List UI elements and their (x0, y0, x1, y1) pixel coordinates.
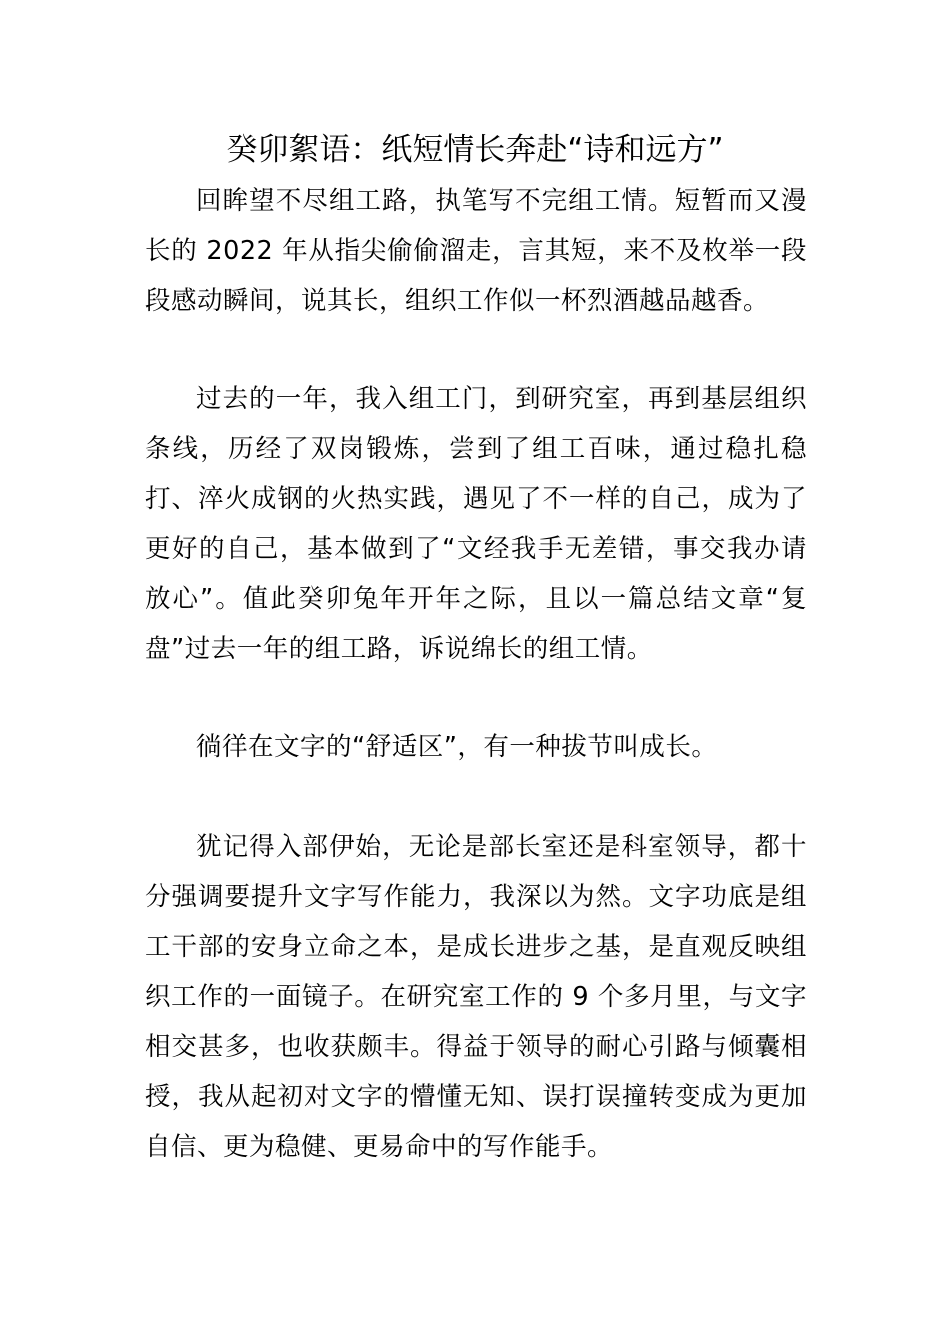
document-title: 癸卯絮语：纸短情长奔赴“诗和远方” (226, 132, 724, 168)
paragraph-intro: 回眸望不尽组工路，执笔写不完组工情。短暂而又漫长的 2022 年从指尖偷偷溜走，言其短，来不及枚举一段段感动瞬间，说其长，组织工作似一杯烈酒越品越香。 (145, 186, 807, 316)
paragraph-past-year: 过去的一年，我入组工门，到研究室，再到基层组织条线，历经了双岗锻炼，尝到了组工百味，通过稳扎稳打、淬火成钢的火热实践，遇见了不一样的自己，成为了更好的自己，基本做到了“文经我手无差错，事交我办请放心”。值此癸卯兔年开年之际，且以一篇总结文章“复盘”过去一年的组工路，诉说绵长的组工情。 (145, 384, 807, 664)
paragraph-writing-growth: 犹记得入部伊始，无论是部长室还是科室领导，都十分强调要提升文字写作能力，我深以为然。文字功底是组工干部的安身立命之本，是成长进步之基，是直观反映组织工作的一面镜子。在研究室工作的 9 个多月里，与文字相交甚多，也收获颇丰。得益于领导的耐心引路与倾囊相授，我从起初对文字的懵懂无知、误打误撞转变成为更加自信、更为稳健、更易命中的写作能手。 (145, 832, 807, 1162)
paragraph-section-heading: 徜徉在文字的“舒适区”，有一种拔节叫成长。 (196, 732, 718, 762)
